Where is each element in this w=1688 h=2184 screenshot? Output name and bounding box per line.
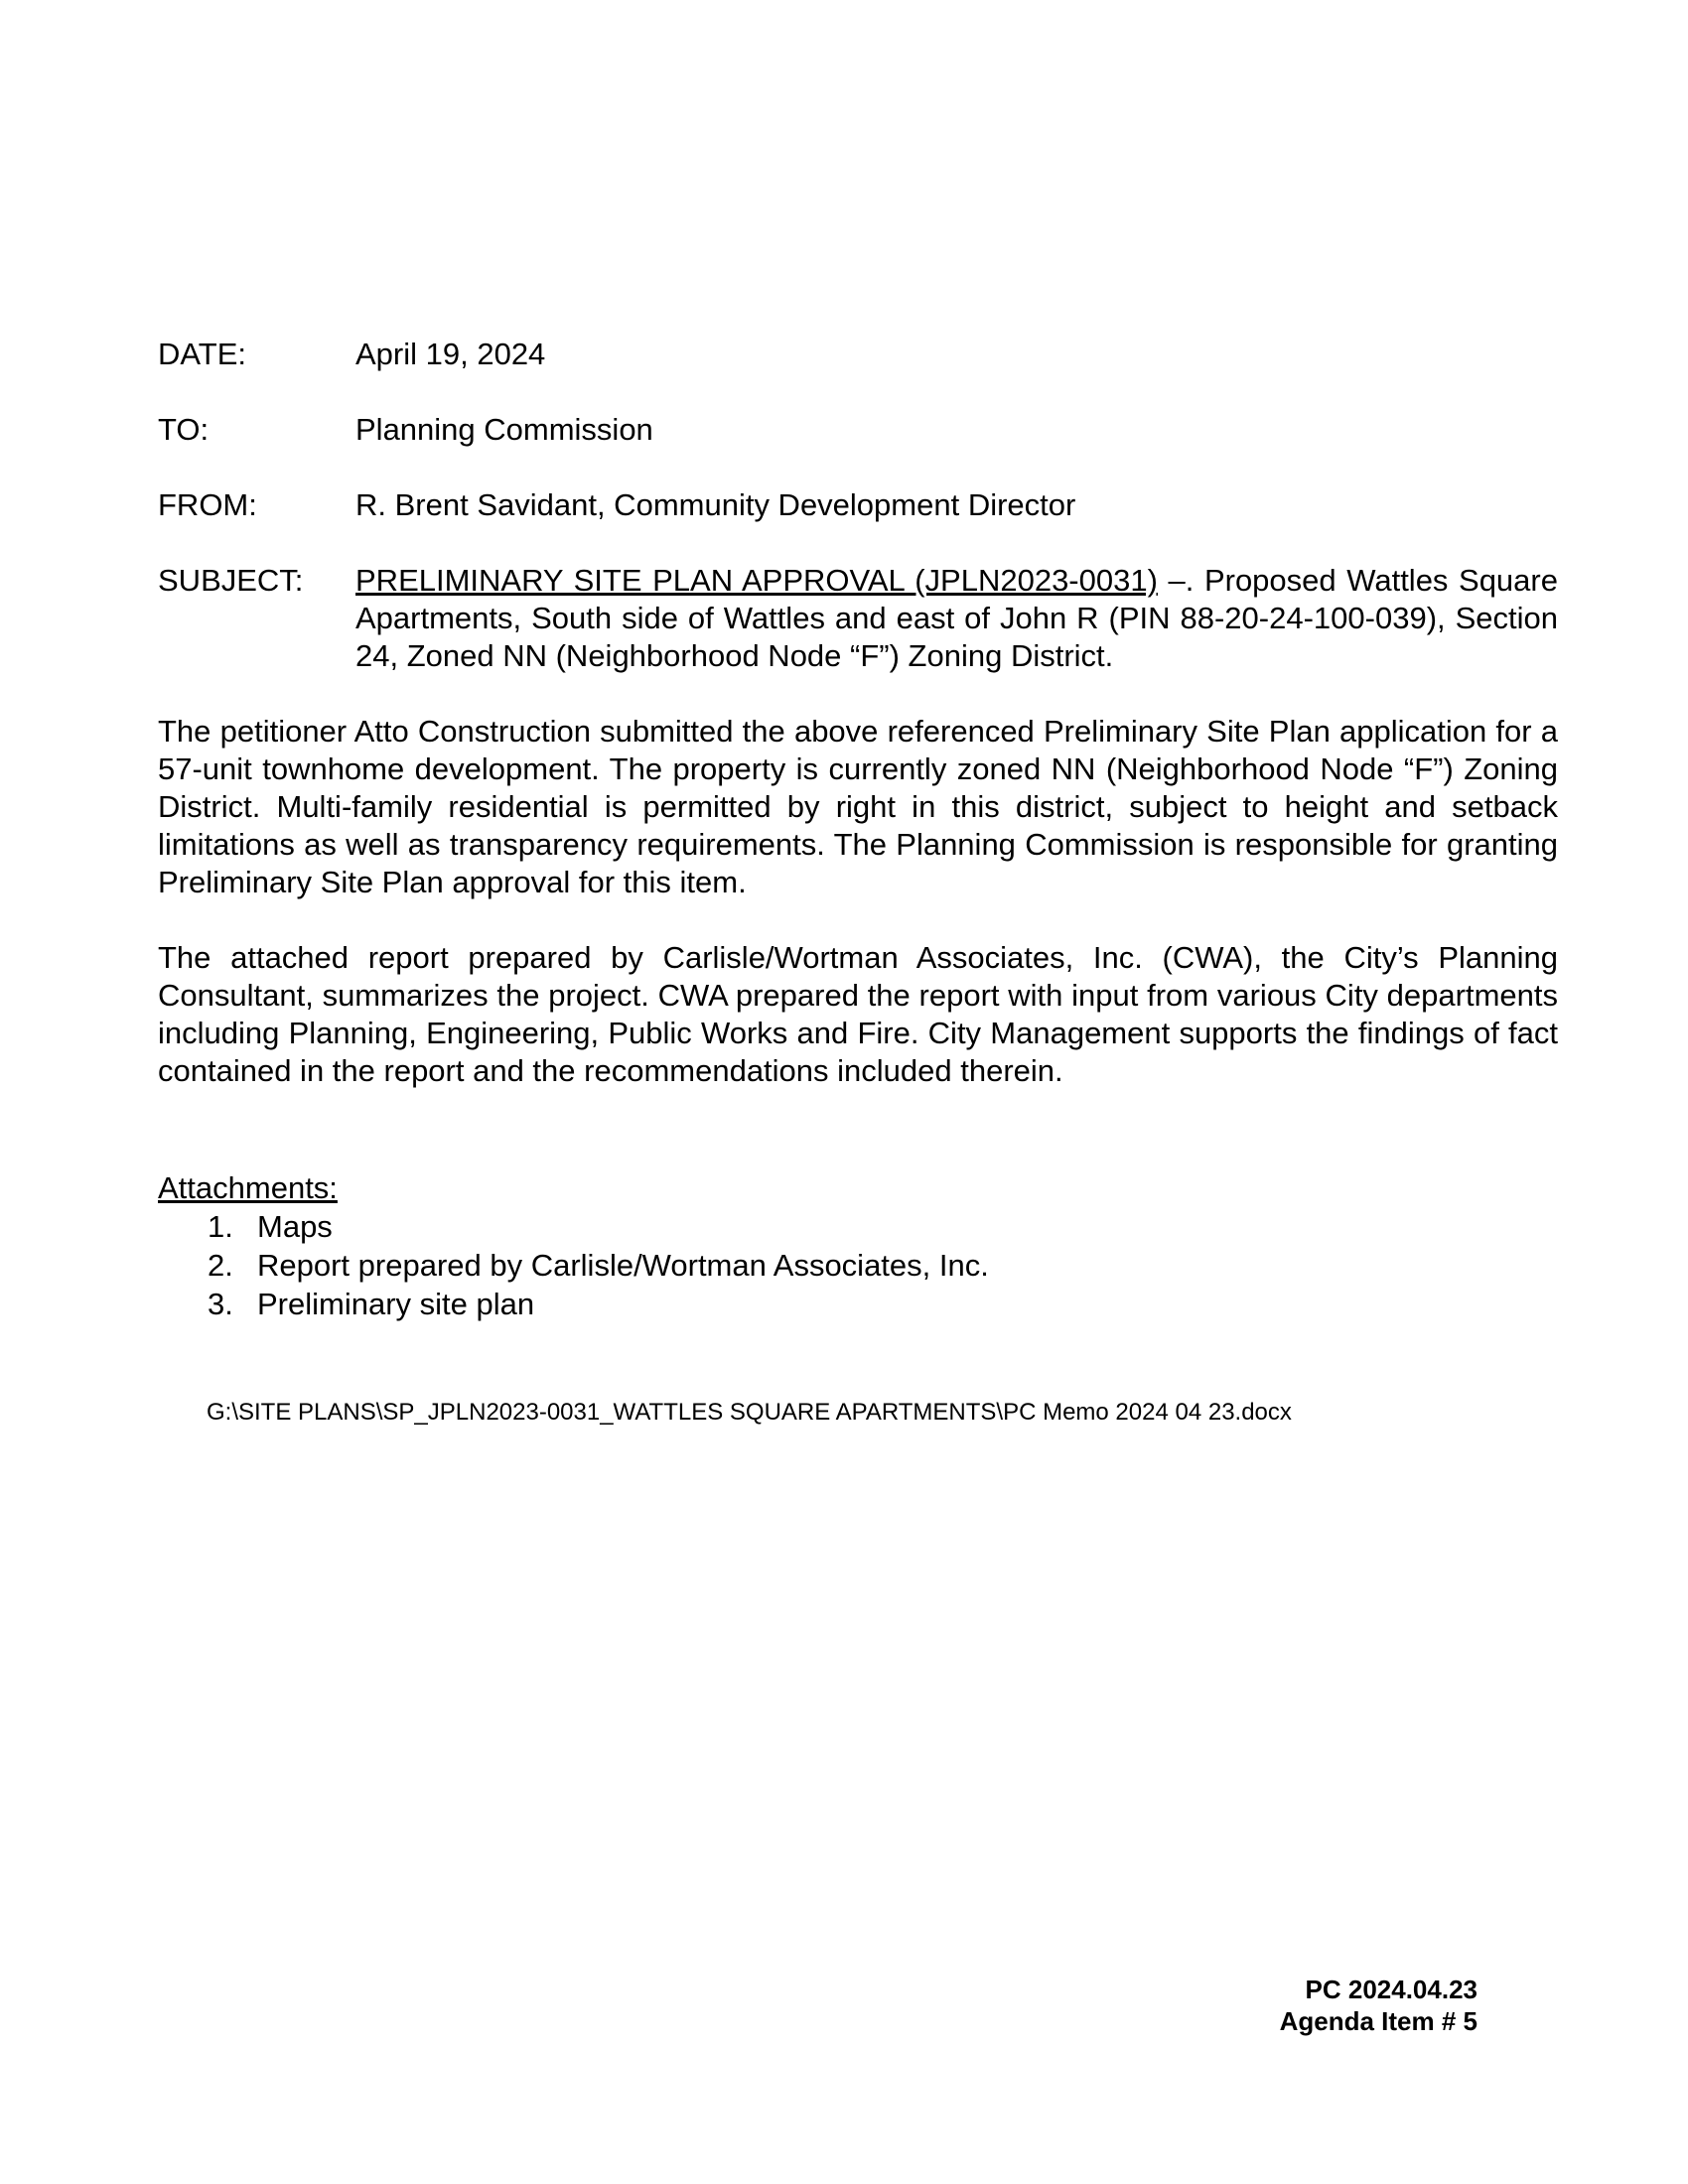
body-paragraph-1: The petitioner Atto Construction submitted the above referenced Preliminary Site Plan application for a 57-unit townhome development. The property is currently zoned NN (Neighborhood Node “F”) Zoning District. Multi-family residential is permitted by right in this district, subject to height and setback limitations as well as transparency requirements. The Planning Commission is responsible for granting Preliminary Site Plan approval for this item. bbox=[158, 714, 1558, 899]
subject-label: SUBJECT: bbox=[158, 563, 304, 598]
date-value: April 19, 2024 bbox=[355, 337, 546, 371]
attachment-number: 3. bbox=[208, 1287, 233, 1321]
date-row bbox=[158, 336, 1558, 373]
attachments-list bbox=[158, 1207, 989, 1323]
footer-meeting-date: PC 2024.04.23 bbox=[1305, 1975, 1477, 2004]
from-label: FROM: bbox=[158, 487, 257, 522]
subject-value bbox=[355, 562, 1558, 675]
attachment-text: Report prepared by Carlisle/Wortman Associates, Inc. bbox=[257, 1248, 989, 1283]
subject-description: –. Proposed Wattles Square Apartments, South side of Wattles and east of John R (PIN 88-20-24-100-039), Section 24, Zoned NN (Neighborhood Node “F”) Zoning District. bbox=[355, 563, 1558, 673]
from-value: R. Brent Savidant, Community Development Director bbox=[355, 487, 1076, 522]
file-path: G:\SITE PLANS\SP_JPLN2023-0031_WATTLES SQUARE APARTMENTS\PC Memo 2024 04 23.docx bbox=[207, 1399, 1292, 1426]
attachment-text: Maps bbox=[257, 1209, 333, 1244]
to-label: TO: bbox=[158, 412, 210, 447]
subject-case-title: PRELIMINARY SITE PLAN APPROVAL (JPLN2023-0031) bbox=[355, 563, 1158, 598]
to-value: Planning Commission bbox=[355, 412, 653, 447]
attachment-text: Preliminary site plan bbox=[257, 1287, 535, 1321]
from-row bbox=[158, 486, 1558, 524]
body-paragraph-2: The attached report prepared by Carlisle/Wortman Associates, Inc. (CWA), the City’s Planning Consultant, summarizes the project. CWA prepared the report with input from various City departments including Planning, Engineering, Public Works and Fire. City Management supports the findings of fact contained in the report and the recommendations included therein. bbox=[158, 940, 1558, 1088]
attachment-item bbox=[158, 1207, 989, 1246]
attachments-heading: Attachments: bbox=[158, 1170, 338, 1205]
date-label: DATE: bbox=[158, 337, 246, 371]
subject-row bbox=[158, 562, 1558, 675]
footer-agenda-item: Agenda Item # 5 bbox=[1279, 2006, 1477, 2036]
attachment-number: 1. bbox=[208, 1209, 233, 1244]
attachment-item bbox=[158, 1285, 989, 1323]
attachment-number: 2. bbox=[208, 1248, 233, 1283]
agenda-footer bbox=[1280, 1974, 1477, 2037]
attachment-item bbox=[158, 1246, 989, 1285]
to-row bbox=[158, 411, 1558, 449]
